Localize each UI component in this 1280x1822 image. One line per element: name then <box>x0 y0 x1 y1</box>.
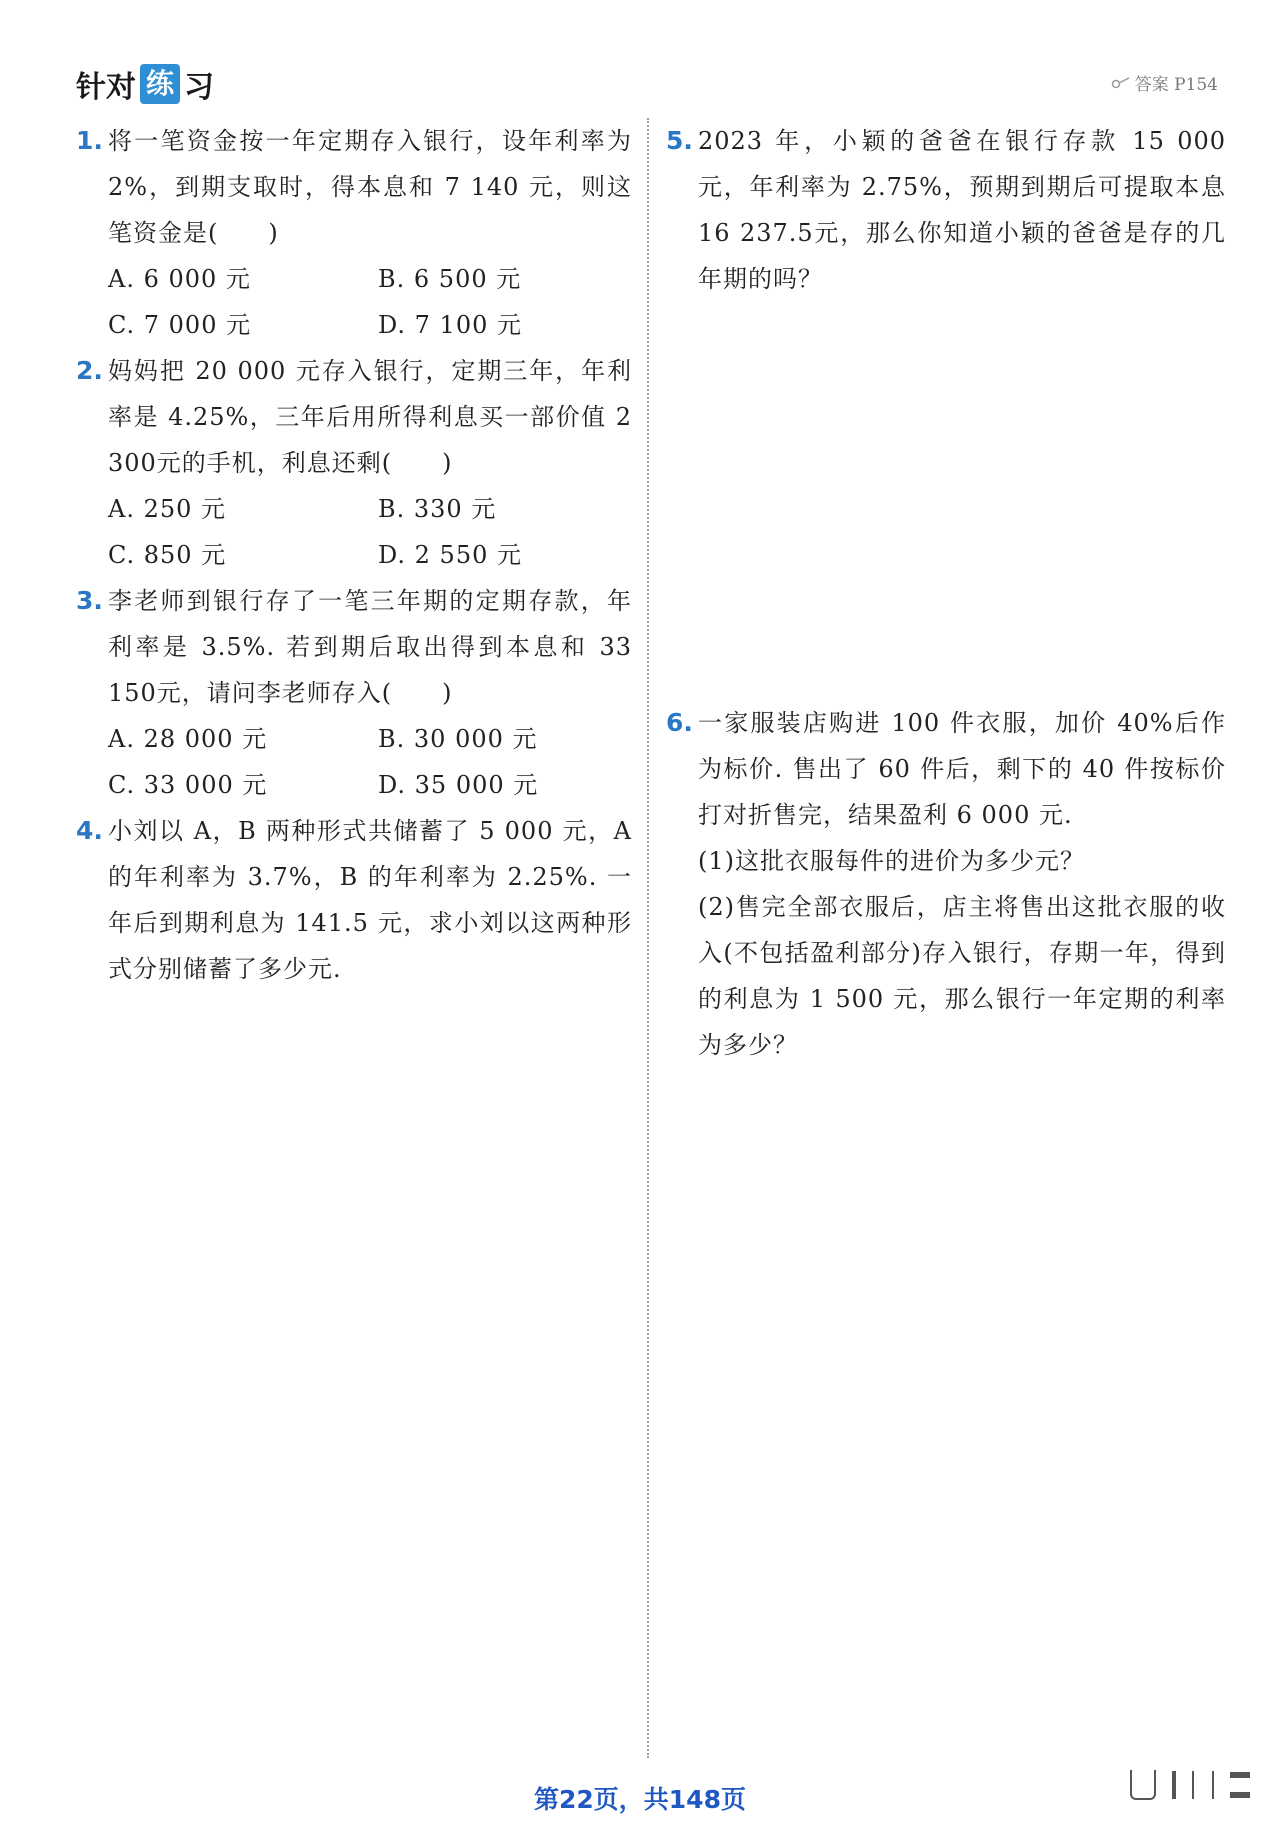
question-stem: 一家服装店购进 100 件衣服，加价 40%后作为标价. 售出了 60 件后，剩下的 40 件按标价打对折售完，结果盈利 6 000 元. <box>698 709 1226 829</box>
question-stem: 李老师到银行存了一笔三年期的定期存款，年利率是 3.5%. 若到期后取出得到本息和 33 150元，请问李老师存入( ) <box>108 587 632 707</box>
divider-icon <box>1172 1771 1176 1799</box>
menu-icon[interactable] <box>1230 1772 1250 1798</box>
question-4 <box>76 808 632 992</box>
section-title-post: 习 <box>184 70 215 105</box>
question-number: 3. <box>76 586 103 615</box>
option-b[interactable]: B. 30 000 元 <box>378 725 538 753</box>
question-1 <box>76 118 632 256</box>
right-column-lower <box>666 700 1226 1068</box>
answer-reference-text: 答案 P154 <box>1134 75 1218 95</box>
question-2-options <box>76 486 632 578</box>
question-2 <box>76 348 632 486</box>
question-stem: 妈妈把 20 000 元存入银行，定期三年，年利率是 4.25%，三年后用所得利息买一部价值 2 300元的手机，利息还剩( ) <box>108 357 632 477</box>
column-divider <box>647 118 649 1758</box>
question-number: 6. <box>666 708 693 737</box>
question-stem: 2023 年，小颖的爸爸在银行存款 15 000 元，年利率为 2.75%，预期到期后可提取本息 16 237.5元，那么你知道小颖的爸爸是存的几年期的吗？ <box>698 127 1226 293</box>
question-6-sub-2: (2)售完全部衣服后，店主将售出这批衣服的收入(不包括盈利部分)存入银行，存期一年，得到的利息为 1 500 元，那么银行一年定期的利率为多少？ <box>698 893 1226 1059</box>
option-c[interactable]: C. 33 000 元 <box>108 771 268 799</box>
right-column <box>666 118 1226 302</box>
question-6 <box>666 700 1226 838</box>
option-b[interactable]: B. 6 500 元 <box>378 265 522 293</box>
question-stem: 将一笔资金按一年定期存入银行，设年利率为 2%，到期支取时，得本息和 7 140 元，则这笔资金是( ) <box>108 127 632 247</box>
question-stem: 小刘以 A，B 两种形式共储蓄了 5 000 元，A 的年利率为 3.7%，B 的年利率为 2.25%. 一年后到期利息为 141.5 元，求小刘以这两种形式分别储蓄了多少元. <box>108 817 632 983</box>
option-d[interactable]: D. 35 000 元 <box>378 771 539 799</box>
question-3 <box>76 578 632 716</box>
option-c[interactable]: C. 7 000 元 <box>108 311 252 339</box>
fit-page-icon[interactable] <box>1130 1770 1156 1800</box>
section-title-pre: 针对 <box>76 70 136 105</box>
question-1-options <box>76 256 632 348</box>
option-a[interactable]: A. 6 000 元 <box>108 265 251 293</box>
option-c[interactable]: C. 850 元 <box>108 541 227 569</box>
option-a[interactable]: A. 250 元 <box>108 495 227 523</box>
answer-reference <box>1111 70 1218 95</box>
page-indicator: 第22页，共148页 <box>534 1785 746 1814</box>
option-a[interactable]: A. 28 000 元 <box>108 725 268 753</box>
section-title-highlight: 练 <box>140 64 180 104</box>
question-number: 2. <box>76 356 103 385</box>
question-number: 4. <box>76 816 103 845</box>
section-title <box>76 62 214 106</box>
option-d[interactable]: D. 2 550 元 <box>378 541 522 569</box>
question-5 <box>666 118 1226 302</box>
key-icon <box>1111 75 1131 91</box>
question-number: 1. <box>76 126 103 155</box>
left-column <box>76 118 632 992</box>
question-3-options <box>76 716 632 808</box>
question-number: 5. <box>666 126 693 155</box>
option-b[interactable]: B. 330 元 <box>378 495 497 523</box>
question-6-sub-1: (1)这批衣服每件的进价为多少元？ <box>698 847 1085 875</box>
two-page-icon[interactable] <box>1192 1771 1214 1799</box>
option-d[interactable]: D. 7 100 元 <box>378 311 522 339</box>
viewer-toolbar <box>1130 1770 1250 1800</box>
